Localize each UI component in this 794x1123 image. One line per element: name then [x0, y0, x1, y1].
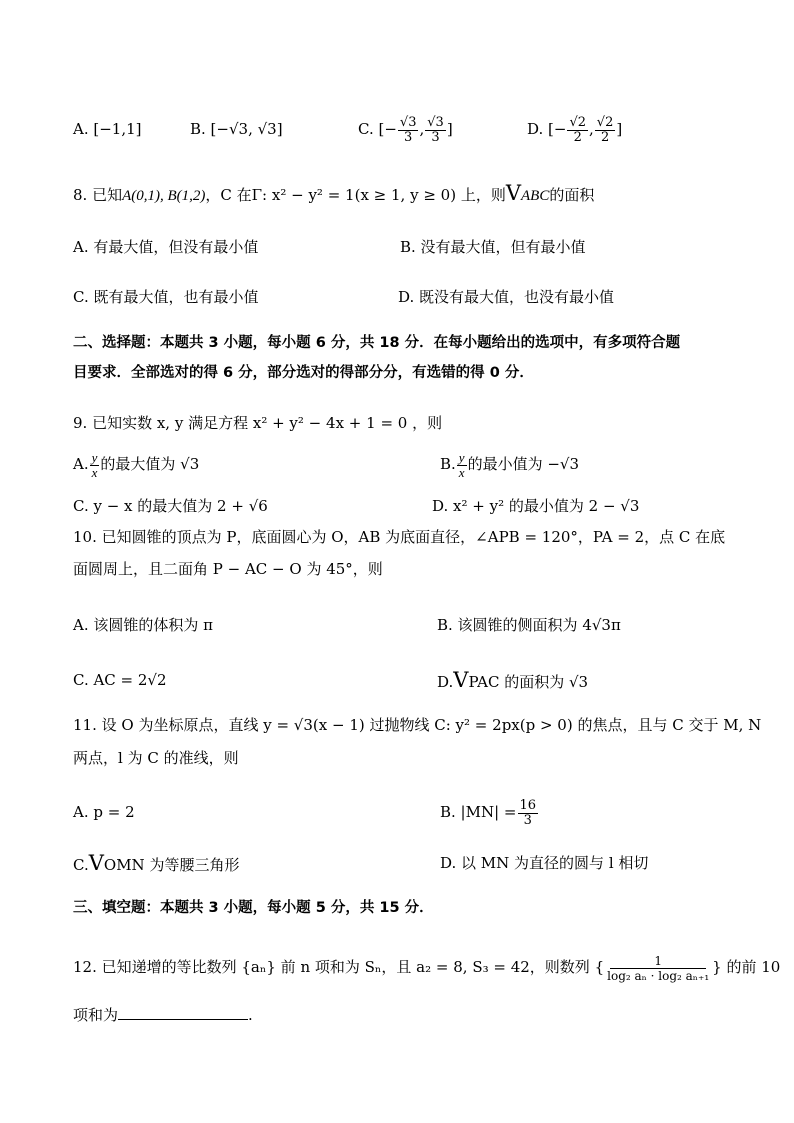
q9-option-a-prefix: A. — [73, 455, 89, 473]
q9-option-b — [440, 446, 579, 482]
frac-den: 2 — [600, 129, 610, 145]
q11-option-c-text: OMN 为等腰三角形 — [103, 856, 240, 874]
q8-stem — [73, 183, 594, 206]
q11-stem-line1: 11. 设 O 为坐标原点，直线 y = √3(x − 1) 过抛物线 C: y² = 2px(p > 0) 的焦点，且与 C 交于 M, N — [73, 716, 762, 734]
q8-points: A(0,1), B(1,2) — [122, 188, 206, 204]
section3-header: 三、填空题：本题共 3 小题，每小题 5 分，共 15 分． — [73, 900, 434, 916]
frac-num: y — [458, 449, 465, 465]
q11-option-b-prefix: B. |MN| = — [440, 803, 517, 821]
q10-option-d-text: PAC 的面积为 √3 — [468, 673, 589, 691]
q12-line2-text: 项和为 — [73, 1006, 119, 1024]
q8-triangle-name: ABC — [521, 188, 550, 204]
q9-option-c: C. y − x 的最大值为 2 + √6 — [73, 497, 268, 515]
q9-stem: 9. 已知实数 x, y 满足方程 x² + y² − 4x + 1 = 0 ，则 — [73, 414, 443, 432]
q8-option-a: A. 有最大值，但没有最小值 — [73, 238, 259, 256]
q7-option-a: A. [−1,1] — [73, 120, 142, 138]
section2-header-line2: 目要求．全部选对的得 6 分，部分选对的得部分分，有选错的得 0 分． — [73, 365, 534, 381]
q9-option-a-frac — [90, 451, 100, 480]
frac-num: √3 — [399, 114, 417, 130]
q11-option-d: D. 以 MN 为直径的圆与 l 相切 — [440, 854, 649, 872]
q10-option-c: C. AC = 2√2 — [73, 671, 167, 689]
q7-option-c-frac2 — [425, 116, 446, 145]
q11-stem-line2: 两点，l 为 C 的准线，则 — [73, 749, 239, 767]
triangle-symbol: V — [453, 668, 469, 692]
q10-option-d-prefix: D. — [437, 673, 454, 691]
frac-num: 1 — [610, 954, 706, 969]
frac-num: √3 — [427, 114, 444, 130]
q11-option-c-prefix: C. — [73, 856, 89, 874]
q8-stem-c: 的面积 — [549, 186, 595, 204]
q10-option-b: B. 该圆锥的侧面积为 4√3π — [437, 616, 621, 634]
q9-option-a — [73, 446, 199, 482]
q7-option-c-prefix: C. [− — [358, 120, 397, 138]
frac-den: 3 — [523, 812, 532, 828]
frac-den: x — [91, 464, 98, 480]
frac-den: 3 — [404, 129, 413, 145]
q7-option-d-frac2 — [595, 116, 616, 145]
q12-line2-end: . — [248, 1006, 253, 1024]
q11-option-b — [440, 793, 539, 831]
frac-num: √2 — [596, 114, 614, 130]
frac-den: x — [458, 464, 465, 480]
q7-option-d: D. [− $\frac{√2}{2}$ , $\frac{√2}{2}$ ] — [527, 114, 623, 145]
q12-stem-a: 12. 已知递增的等比数列 {aₙ} 前 n 项和为 Sₙ，且 a₂ = 8, S₃ = 42，则数列 { — [73, 958, 605, 976]
triangle-symbol: V — [505, 181, 522, 205]
q8-option-d: D. 既没有最大值，也没有最小值 — [398, 288, 615, 306]
q11-option-c — [73, 853, 239, 875]
q9-option-b-prefix: B. — [440, 455, 456, 473]
q7-option-c: C. [− $\frac{√3}{3}$ , $\frac{√3}{3}$ ] — [358, 114, 453, 145]
q9-option-b-frac — [457, 451, 467, 480]
answer-blank[interactable] — [118, 1005, 248, 1020]
q9-option-a-text: 的最大值为 √3 — [100, 455, 200, 473]
frac-num: 16 — [519, 797, 537, 813]
q9-option-d: D. x² + y² 的最小值为 2 − √3 — [432, 497, 640, 515]
section2-header-line1: 二、选择题：本题共 3 小题，每小题 6 分，共 18 分．在每小题给出的选项中，有多项符合题 — [73, 335, 681, 351]
q7-option-d-prefix: D. [− — [527, 120, 567, 138]
q10-stem-line2: 面圆周上，且二面角 P − AC − O 为 45°，则 — [73, 560, 383, 578]
q7-option-d-frac1 — [567, 116, 588, 145]
q10-option-a: A. 该圆锥的体积为 π — [73, 616, 213, 634]
q12-stem-b: } 的前 10 — [712, 958, 781, 976]
q11-option-a: A. p = 2 — [73, 803, 135, 821]
q9-option-b-text: 的最小值为 −√3 — [467, 455, 580, 473]
q8-option-c: C. 既有最大值，也有最小值 — [73, 288, 259, 306]
q8-stem-b: ，C 在Γ: x² − y² = 1(x ≥ 1, y ≥ 0) 上，则 — [205, 186, 506, 204]
q11-option-b-frac — [518, 799, 539, 828]
frac-den: 2 — [573, 129, 582, 145]
frac-num: y — [91, 449, 98, 465]
q7-option-b: B. [−√3, √3] — [190, 120, 283, 138]
q10-option-d — [437, 670, 588, 692]
frac-den: log₂ aₙ · log₂ aₙ₊₁ — [607, 968, 710, 983]
frac-den: 3 — [431, 129, 440, 145]
q10-stem-line1: 10. 已知圆锥的顶点为 P，底面圆心为 O，AB 为底面直径，∠APB = 120°，PA = 2，点 C 在底 — [73, 528, 726, 546]
q8-option-b: B. 没有最大值，但有最小值 — [400, 238, 586, 256]
q12-stem-line2 — [73, 1005, 253, 1025]
q7-option-c-frac1 — [398, 116, 419, 145]
q8-stem-a: 8. 已知 — [73, 186, 123, 204]
frac-num: √2 — [569, 114, 587, 130]
q12-stem-line1 — [73, 947, 780, 987]
triangle-symbol: V — [88, 851, 104, 875]
q12-frac — [605, 954, 711, 983]
